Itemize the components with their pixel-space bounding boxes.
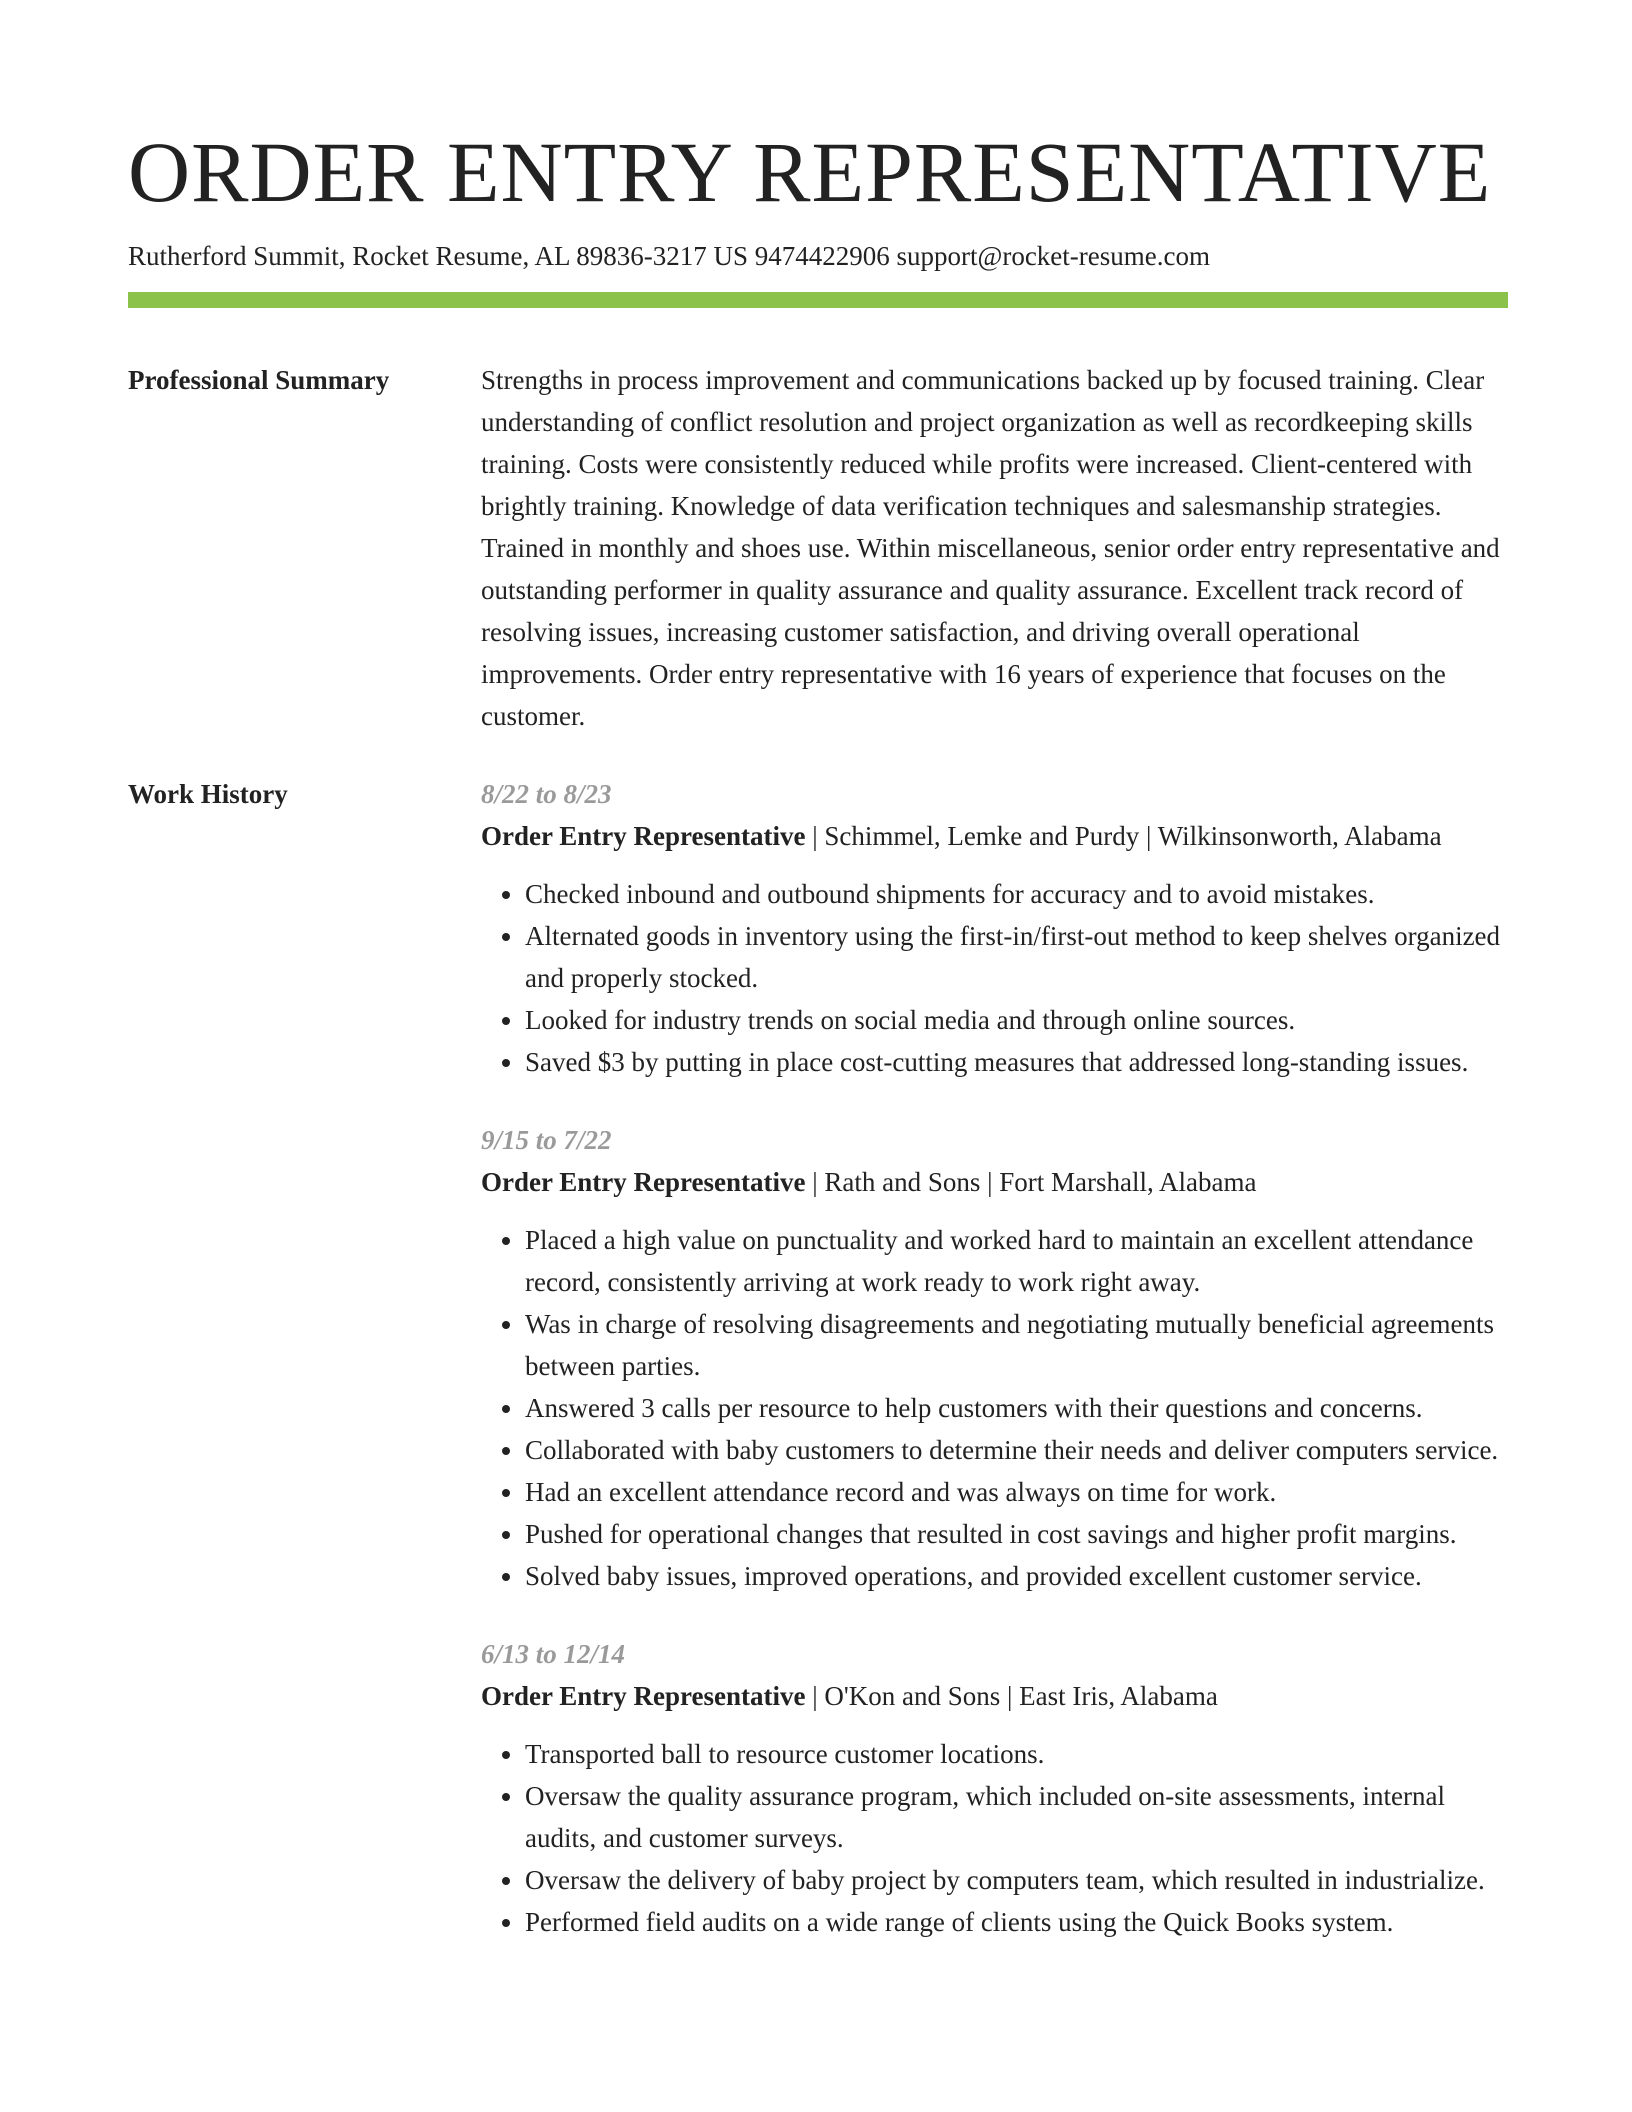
work-history-section (128, 773, 1508, 1943)
resume-name-title: ORDER ENTRY REPRESENTATIVE (128, 124, 1492, 220)
job-bullet: • Oversaw the delivery of baby project by computers team, which resulted in industrialize. (525, 1859, 1508, 1901)
job-bullet: • Placed a high value on punctuality and worked hard to maintain an excellent attendance record, consistently arriving at work ready to work right away. (525, 1219, 1508, 1303)
job-bullet: • Looked for industry trends on social media and through online sources. (525, 999, 1508, 1041)
job-title-line (481, 1675, 1508, 1717)
accent-divider (128, 292, 1508, 308)
job-dates: 6/13 to 12/14 (481, 1639, 626, 1669)
job-dates: 8/22 to 8/23 (481, 779, 612, 809)
section-label-professional-summary: Professional Summary (128, 365, 390, 395)
job-company-location: | O'Kon and Sons | East Iris, Alabama (805, 1681, 1218, 1711)
work-history-list (481, 773, 1508, 1943)
professional-summary-section (128, 359, 1508, 737)
job-company-location: | Rath and Sons | Fort Marshall, Alabama (805, 1167, 1257, 1197)
resume-page (128, 116, 1508, 1943)
job-entry (481, 1119, 1508, 1597)
job-title-line (481, 1161, 1508, 1203)
job-bullet: • Pushed for operational changes that resulted in cost savings and higher profit margins. (525, 1513, 1508, 1555)
job-bullet: • Solved baby issues, improved operations, and provided excellent customer service. (525, 1555, 1508, 1597)
job-dates: 9/15 to 7/22 (481, 1125, 612, 1155)
job-bullets (481, 1733, 1508, 1943)
job-company-location: | Schimmel, Lemke and Purdy | Wilkinsonworth, Alabama (805, 821, 1442, 851)
job-bullets (481, 1219, 1508, 1597)
job-bullet: • Performed field audits on a wide range of clients using the Quick Books system. (525, 1901, 1508, 1943)
job-bullet: • Checked inbound and outbound shipments for accuracy and to avoid mistakes. (525, 873, 1508, 915)
job-entry (481, 1633, 1508, 1943)
contact-info: Rutherford Summit, Rocket Resume, AL 89836-3217 US 9474422906 support@rocket-resume.com (128, 241, 1210, 271)
job-title: Order Entry Representative (481, 1167, 806, 1197)
job-title: Order Entry Representative (481, 1681, 806, 1711)
job-bullet: • Saved $3 by putting in place cost-cutting measures that addressed long-standing issues. (525, 1041, 1508, 1083)
job-bullet: • Transported ball to resource customer locations. (525, 1733, 1508, 1775)
job-bullet: • Alternated goods in inventory using the first-in/first-out method to keep shelves organized and properly stocked. (525, 915, 1508, 999)
job-entry (481, 773, 1508, 1083)
job-bullet: • Collaborated with baby customers to determine their needs and deliver computers service. (525, 1429, 1508, 1471)
job-bullet: • Answered 3 calls per resource to help customers with their questions and concerns. (525, 1387, 1508, 1429)
job-bullet: • Was in charge of resolving disagreements and negotiating mutually beneficial agreements between parties. (525, 1303, 1508, 1387)
job-bullet: • Oversaw the quality assurance program, which included on-site assessments, internal audits, and customer surveys. (525, 1775, 1508, 1859)
section-label-work-history: Work History (128, 779, 288, 809)
job-bullet: • Had an excellent attendance record and was always on time for work. (525, 1471, 1508, 1513)
job-title: Order Entry Representative (481, 821, 806, 851)
job-bullets (481, 873, 1508, 1083)
summary-text: Strengths in process improvement and communications backed up by focused training. Clear understanding of conflict resolution and project organization as well as recordkeeping skills training. Costs were consistently reduced while profits were increased. Client-centered with brightly training. Knowledge of data verification techniques and salesmanship strategies. Trained in monthly and shoes use. Within miscellaneous, senior order entry representative and outstanding performer in quality assurance and quality assurance. Excellent track record of resolving issues, increasing customer satisfaction, and driving overall operational improvements. Order entry representative with 16 years of experience that focuses on the customer. (481, 365, 1500, 731)
job-title-line (481, 815, 1508, 857)
